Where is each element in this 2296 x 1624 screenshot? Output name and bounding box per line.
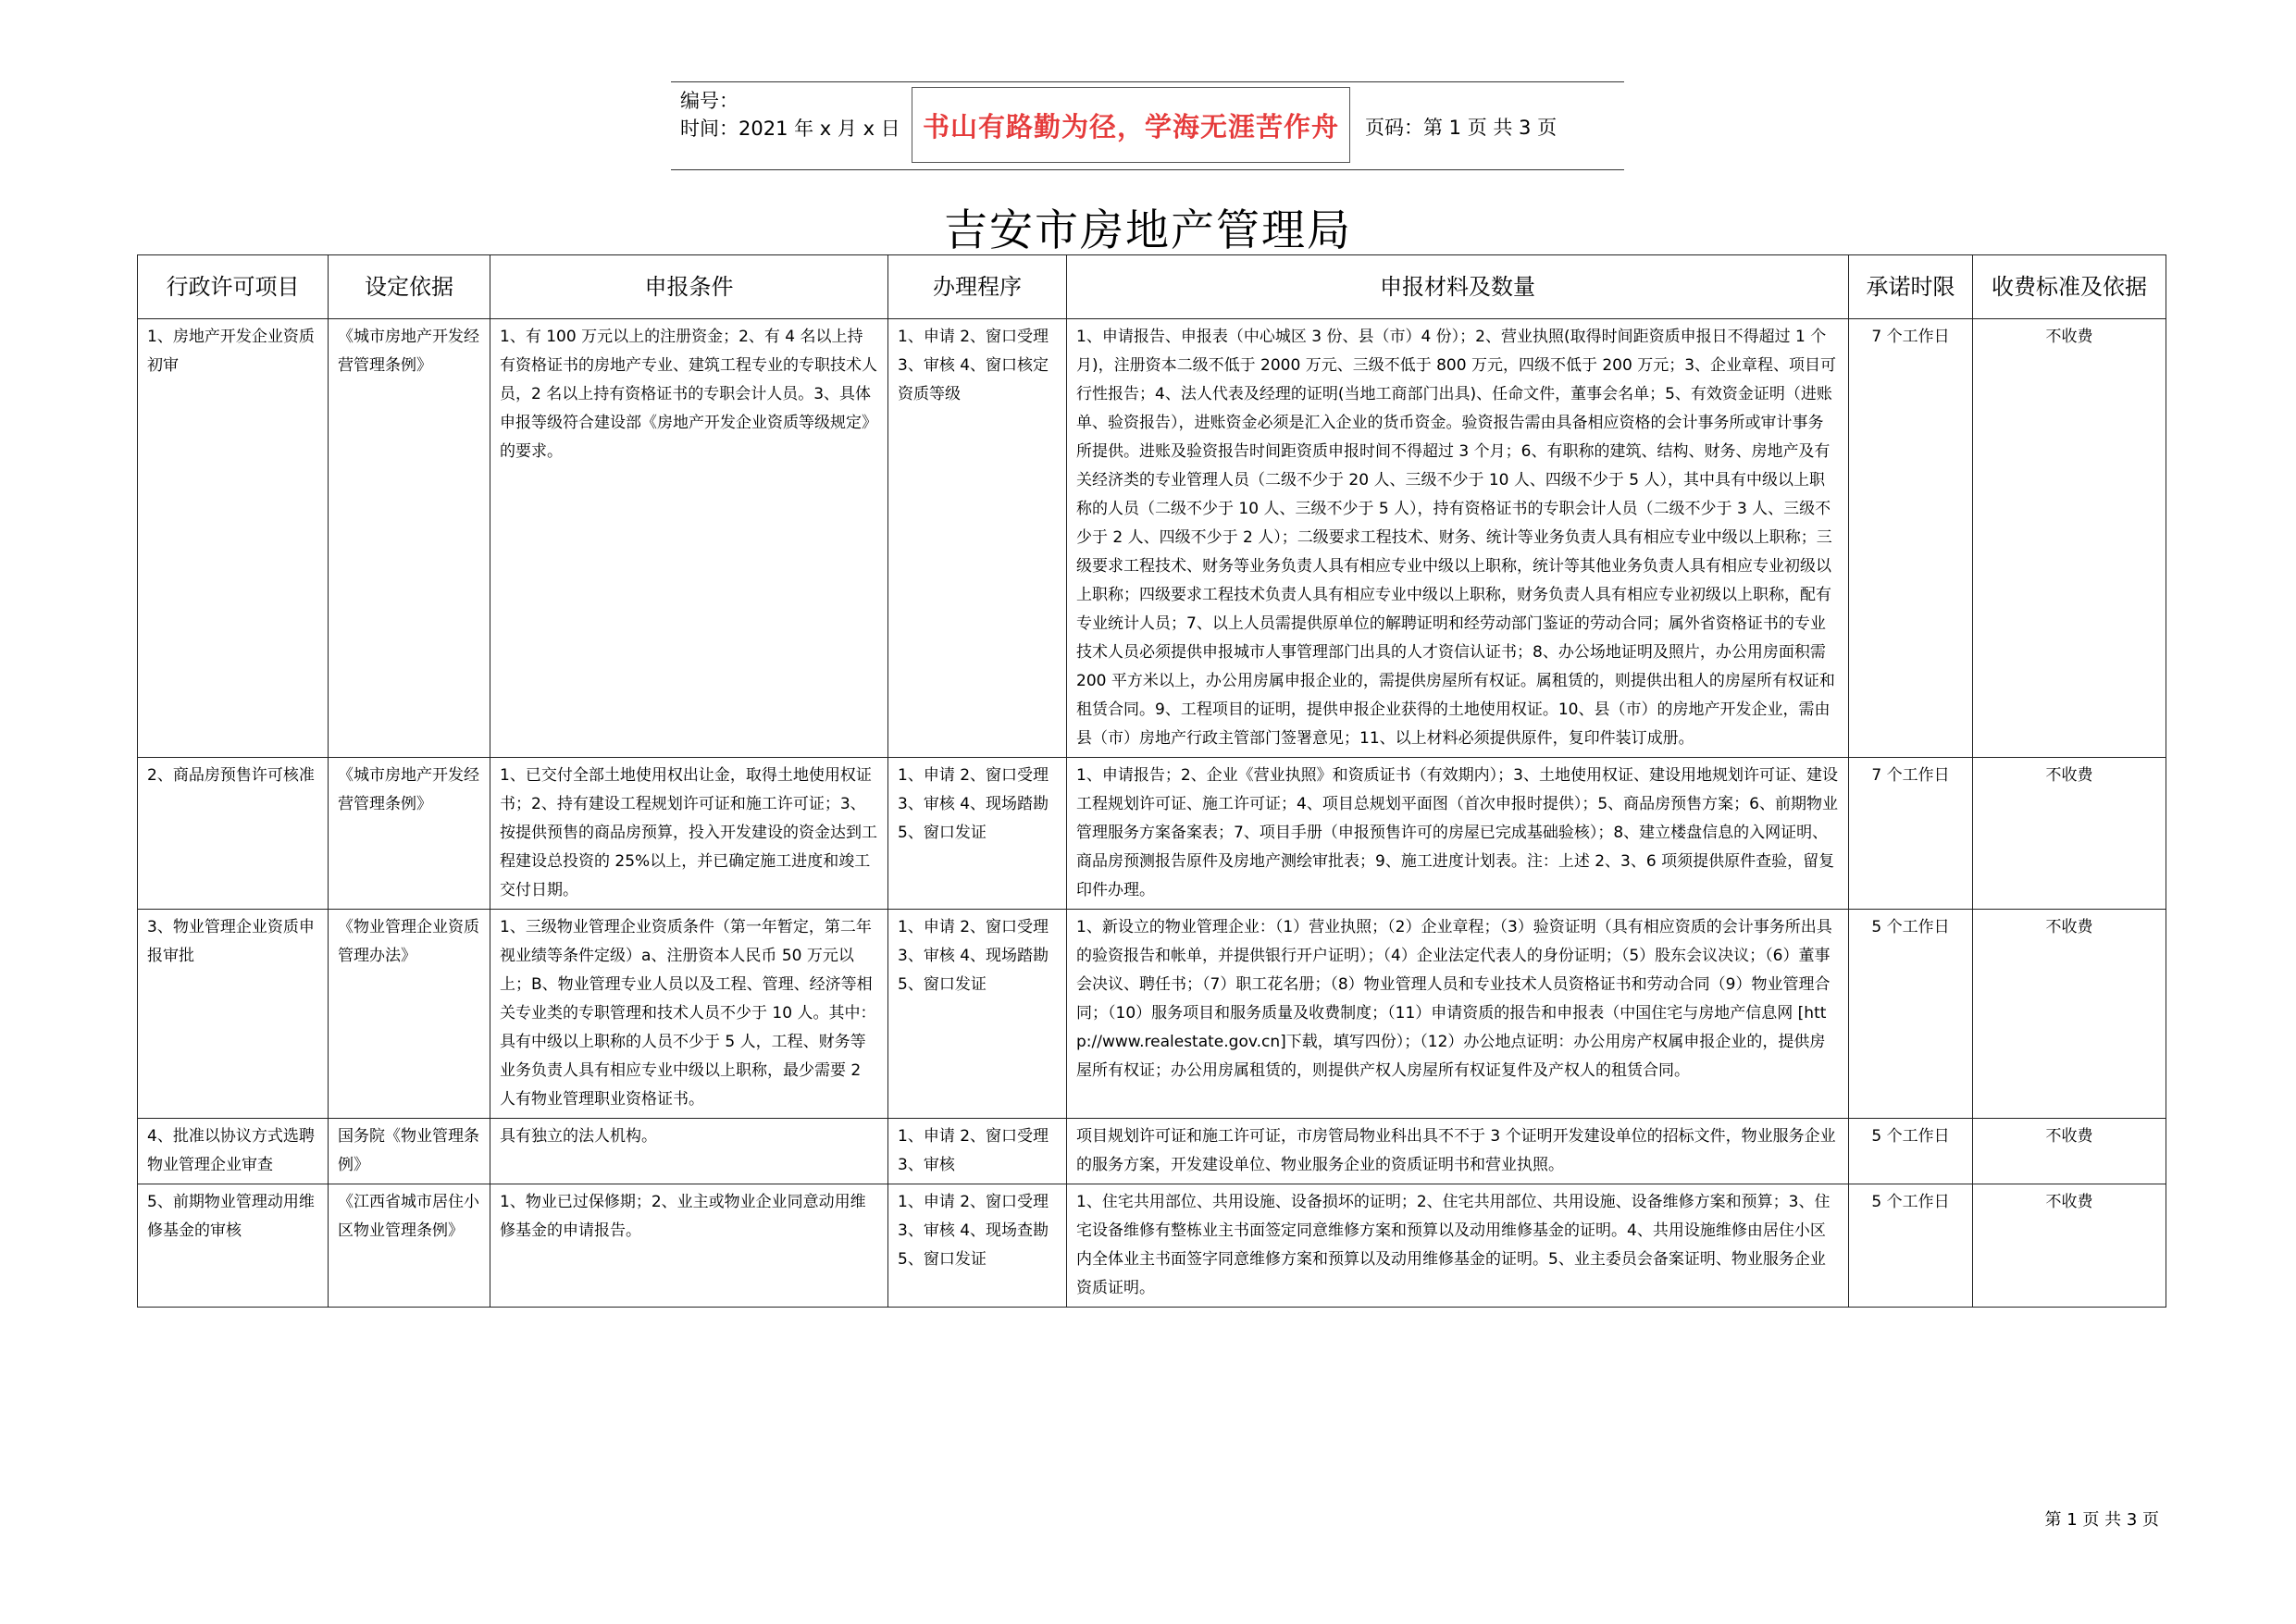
cell-conditions: 1、已交付全部土地使用权出让金，取得土地使用权证书；2、持有建设工程规划许可证和施工许可证；3、按提供预售的商品房预算，投入开发建设的资金达到工程建设总投资的 25%以上，并已确定施工进度和竣工交付日期。 [490,758,888,910]
cell-procedure: 1、申请 2、窗口受理 3、审核 4、窗口核定资质等级 [888,319,1067,758]
cell-item: 5、前期物业管理动用维修基金的审核 [138,1184,329,1308]
cell-time-limit: 7 个工作日 [1849,319,1973,758]
cell-materials: 1、申请报告、申报表（中心城区 3 份、县（市）4 份）；2、营业执照(取得时间距资质申报日不得超过 1 个月)，注册资本二级不低于 2000 万元、三级不低于 800 万元，四级不低于 200 万元；3、企业章程、项目可行性报告；4、法人代表及经理的证明(当地工商部门出具)、任命文件，董事会名单；5、有效资金证明（进账单、验资报告），进账资金必须是汇入企业的货币资金。验资报告需由具备相应资格的会计事务所或审计事务所提供。进账及验资报告时间距资质申报时间不得超过 3 个月；6、有职称的建筑、结构、财务、房地产及有关经济类的专业管理人员（二级不少于 20 人、三级不少于 10 人、四级不少于 5 人），其中具有中级以上职称的人员（二级不少于 10 人、三级不少于 5 人），持有资格证书的专职会计人员（二级不少于 3 人、三级不少于 2 人、四级不少于 2 人）；二级要求工程技术、财务、统计等业务负责人具有相应专业中级以上职称；三级要求工程技术、财务等业务负责人具有相应专业中级以上职称，统计等其他业务负责人具有相应专业初级以上职称；四级要求工程技术负责人具有相应专业中级以上职称，财务负责人具有相应专业初级以上职称，配有专业统计人员；7、以上人员需提供原单位的解聘证明和经劳动部门鉴证的劳动合同；属外省资格证书的专业技术人员必须提供申报城市人事管理部门出具的人才资信认证书；8、办公场地证明及照片，办公用房面积需 200 平方米以上，办公用房属申报企业的，需提供房屋所有权证。属租赁的，则提供出租人的房屋所有权证和租赁合同。9、工程项目的证明，提供申报企业获得的土地使用权证。10、县（市）的房地产开发企业，需由县（市）房地产行政主管部门签署意见；11、以上材料必须提供原件，复印件装订成册。 [1067,319,1849,758]
cell-basis: 《江西省城市居住小区物业管理条例》 [329,1184,490,1308]
cell-fee: 不收费 [1973,1119,2166,1184]
cell-time-limit: 7 个工作日 [1849,758,1973,910]
cell-item: 3、物业管理企业资质申报审批 [138,910,329,1119]
permit-table [137,254,2166,1308]
header-cell-materials: 申报材料及数量 [1067,255,1849,319]
cell-materials: 1、住宅共用部位、共用设施、设备损坏的证明；2、住宅共用部位、共用设施、设备维修方案和预算；3、住宅设备维修有整栋业主书面签定同意维修方案和预算以及动用维修基金的证明。4、共用设施维修由居住小区内全体业主书面签字同意维修方案和预算以及动用维修基金的证明。5、业主委员会备案证明、物业服务企业资质证明。 [1067,1184,1849,1308]
motto-box [912,87,1350,163]
table-row [138,319,2166,758]
cell-conditions: 1、三级物业管理企业资质条件（第一年暂定，第二年视业绩等条件定级）a、注册资本人民币 50 万元以上；B、物业管理专业人员以及工程、管理、经济等相关专业类的专职管理和技术人员不少于 10 人。其中：具有中级以上职称的人员不少于 5 人，工程、财务等业务负责人具有相应专业中级以上职称，最少需要 2 人有物业管理职业资格证书。 [490,910,888,1119]
cell-basis: 《城市房地产开发经营管理条例》 [329,319,490,758]
cell-materials: 1、新设立的物业管理企业：（1）营业执照；（2）企业章程；（3）验资证明（具有相应资质的会计事务所出具的验资报告和帐单，并提供银行开户证明）；（4）企业法定代表人的身份证明；（5）股东会议决议；（6）董事会决议、聘任书；（7）职工花名册；（8）物业管理人员和专业技术人员资格证书和劳动合同（9）物业管理合同；（10）服务项目和服务质量及收费制度；（11）申请资质的报告和申报表（中国住宅与房地产信息网 [http://www.realestate.gov.cn]下载，填写四份）；（12）办公地点证明：办公用房产权属申报企业的，提供房屋所有权证；办公用房属租赁的，则提供产权人房屋所有权证复件及产权人的租赁合同。 [1067,910,1849,1119]
table-row [138,910,2166,1119]
header-cell-time-limit: 承诺时限 [1849,255,1973,319]
cell-item: 1、房地产开发企业资质初审 [138,319,329,758]
cell-fee: 不收费 [1973,910,2166,1119]
cell-procedure: 1、申请 2、窗口受理 3、审核 4、现场踏勘 5、窗口发证 [888,758,1067,910]
cell-procedure: 1、申请 2、窗口受理 3、审核 4、现场踏勘 5、窗口发证 [888,910,1067,1119]
table-row [138,1119,2166,1184]
cell-basis: 《城市房地产开发经营管理条例》 [329,758,490,910]
table-row [138,1184,2166,1308]
number-label: 编号： [680,90,738,112]
cell-materials: 项目规划许可证和施工许可证，市房管局物业科出具不不于 3 个证明开发建设单位的招标文件，物业服务企业的服务方案，开发建设单位、物业服务企业的资质证明书和营业执照。 [1067,1119,1849,1184]
document-header [671,81,1624,170]
page-footer: 第 1 页 共 3 页 [2044,1510,2159,1530]
header-left-info [680,87,900,143]
page-label: 页码：第 1 页 共 3 页 [1365,117,1558,139]
header-top-rule [671,81,1624,82]
cell-materials: 1、申请报告；2、企业《营业执照》和资质证书（有效期内）；3、土地使用权证、建设用地规划许可证、建设工程规划许可证、施工许可证；4、项目总规划平面图（首次申报时提供）；5、商品房预售方案；6、前期物业管理服务方案备案表；7、项目手册（申报预售许可的房屋已完成基础验核）；8、建立楼盘信息的入网证明、商品房预测报告原件及房地产测绘审批表；9、施工进度计划表。注：上述 2、3、6 项须提供原件查验，留复印件办理。 [1067,758,1849,910]
cell-procedure: 1、申请 2、窗口受理 3、审核 [888,1119,1067,1184]
header-cell-conditions: 申报条件 [490,255,888,319]
cell-time-limit: 5 个工作日 [1849,1119,1973,1184]
cell-fee: 不收费 [1973,319,2166,758]
cell-conditions: 具有独立的法人机构。 [490,1119,888,1184]
cell-fee: 不收费 [1973,1184,2166,1308]
cell-time-limit: 5 个工作日 [1849,1184,1973,1308]
cell-time-limit: 5 个工作日 [1849,910,1973,1119]
header-cell-basis: 设定依据 [329,255,490,319]
time-label: 时间：2021 年 x 月 x 日 [680,118,900,140]
page-title: 吉安市房地产管理局 [944,205,1352,256]
table-header-row [138,255,2166,319]
header-cell-fee: 收费标准及依据 [1973,255,2166,319]
cell-item: 4、批准以协议方式选聘物业管理企业审查 [138,1119,329,1184]
motto-text: 书山有路勤为径，学海无涯苦作舟 [922,110,1339,143]
cell-fee: 不收费 [1973,758,2166,910]
cell-procedure: 1、申请 2、窗口受理 3、审核 4、现场查勘 5、窗口发证 [888,1184,1067,1308]
cell-item: 2、商品房预售许可核准 [138,758,329,910]
cell-basis: 国务院《物业管理条例》 [329,1119,490,1184]
header-cell-item: 行政许可项目 [138,255,329,319]
header-bottom-rule [671,169,1624,170]
header-cell-procedure: 办理程序 [888,255,1067,319]
cell-conditions: 1、物业已过保修期；2、业主或物业企业同意动用维修基金的申请报告。 [490,1184,888,1308]
table-row [138,758,2166,910]
cell-basis: 《物业管理企业资质管理办法》 [329,910,490,1119]
cell-conditions: 1、有 100 万元以上的注册资金；2、有 4 名以上持有资格证书的房地产专业、建筑工程专业的专职技术人员，2 名以上持有资格证书的专职会计人员。3、具体申报等级符合建设部《房地产开发企业资质等级规定》的要求。 [490,319,888,758]
